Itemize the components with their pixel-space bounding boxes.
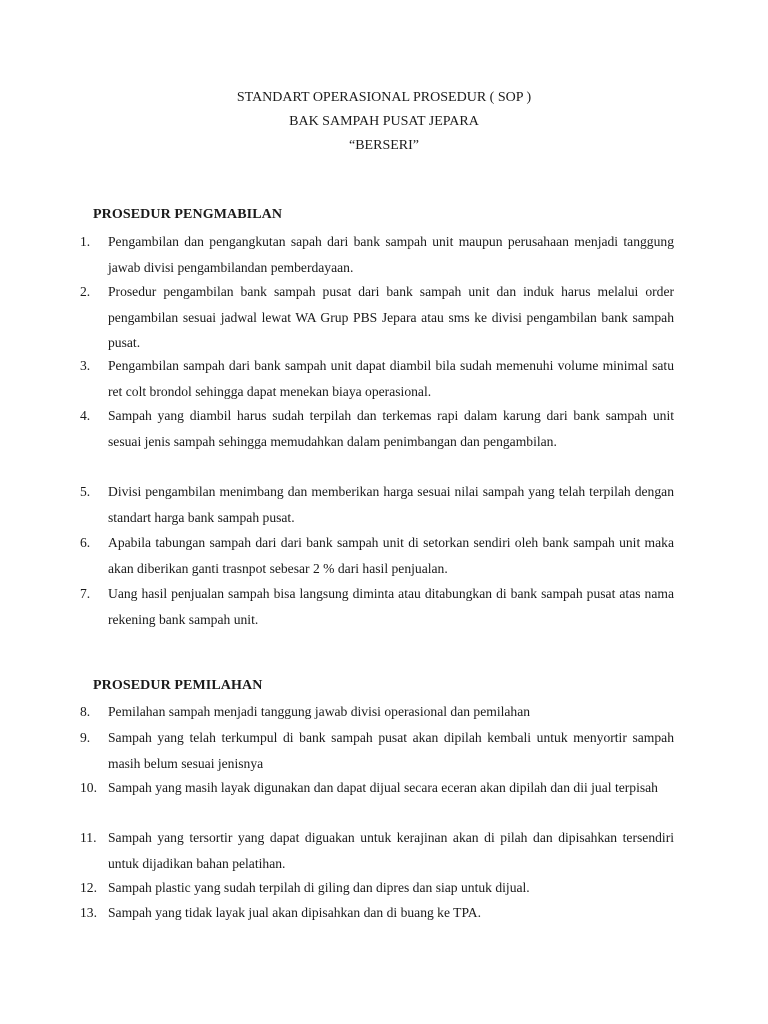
item-text: Uang hasil penjualan sampah bisa langsung diminta atau ditabungkan di bank sampah pusat atas nama rekening bank sampah unit. xyxy=(108,586,674,627)
item-text: Sampah yang diambil harus sudah terpilah dan terkemas rapi dalam karung dari bank sampah unit sesuai jenis sampah sehingga memudahkan dalam penimbangan dan pengambilan. xyxy=(108,408,674,449)
item-text: Sampah yang telah terkumpul di bank sampah pusat akan dipilah kembali untuk menyortir sampah masih belum sesuai jenisnya xyxy=(108,730,674,771)
item-number: 3. xyxy=(80,358,91,373)
item-number: 6. xyxy=(80,535,91,550)
item-number: 2. xyxy=(80,284,91,299)
item-number: 7. xyxy=(80,586,91,601)
item-number: 5. xyxy=(80,484,91,499)
item-text: Divisi pengambilan menimbang dan memberikan harga sesuai nilai sampah yang telah terpilah dengan standart harga bank sampah pusat. xyxy=(108,484,674,525)
item-text: Sampah yang masih layak digunakan dan dapat dijual secara eceran akan dipilah dan dii jual terpisah xyxy=(108,780,658,795)
item-text: Sampah yang tersortir yang dapat diguakan untuk kerajinan akan di pilah dan dipisahkan tersendiri untuk dijadikan bahan pelatihan. xyxy=(108,830,674,871)
item-text: Pengambilan dan pengangkutan sapah dari bank sampah unit maupun perusahaan menjadi tanggung jawab divisi pengambilandan pemberdayaan. xyxy=(108,234,674,275)
item-number: 10. xyxy=(80,780,97,795)
item-text: Sampah plastic yang sudah terpilah di giling dan dipres dan siap untuk dijual. xyxy=(108,880,530,895)
document-title-line-2: BAK SAMPAH PUSAT JEPARA xyxy=(289,114,479,129)
document-title-line-3: “BERSERI” xyxy=(349,138,419,153)
item-text: Sampah yang tidak layak jual akan dipisahkan dan di buang ke TPA. xyxy=(108,905,481,920)
section-heading-pemilahan: PROSEDUR PEMILAHAN xyxy=(93,678,263,693)
item-number: 13. xyxy=(80,905,97,920)
item-number: 1. xyxy=(80,234,91,249)
item-number: 4. xyxy=(80,408,91,423)
item-number: 11. xyxy=(80,830,97,845)
item-text: Pengambilan sampah dari bank sampah unit dapat diambil bila sudah memenuhi volume minimal satu ret colt brondol sehingga dapat menekan biaya operasional. xyxy=(108,358,674,399)
document-title-line-1: STANDART OPERASIONAL PROSEDUR ( SOP ) xyxy=(236,90,532,105)
item-number: 9. xyxy=(80,730,91,745)
item-text: Apabila tabungan sampah dari dari bank sampah unit di setorkan sendiri oleh bank sampah unit maka akan diberikan ganti trasnpot sebesar 2 % dari hasil penjualan. xyxy=(108,535,674,576)
item-number: 8. xyxy=(80,704,91,719)
section-heading-pengambilan: PROSEDUR PENGMABILAN xyxy=(93,207,283,222)
item-number: 12. xyxy=(80,880,97,895)
item-text: Pemilahan sampah menjadi tanggung jawab divisi operasional dan pemilahan xyxy=(108,704,531,719)
item-text: Prosedur pengambilan bank sampah pusat dari bank sampah unit dan induk harus melalui order pengambilan sesuai jadwal lewat WA Grup PBS Jepara atau sms ke divisi pengambilan bank sampah pusat. xyxy=(108,284,674,350)
